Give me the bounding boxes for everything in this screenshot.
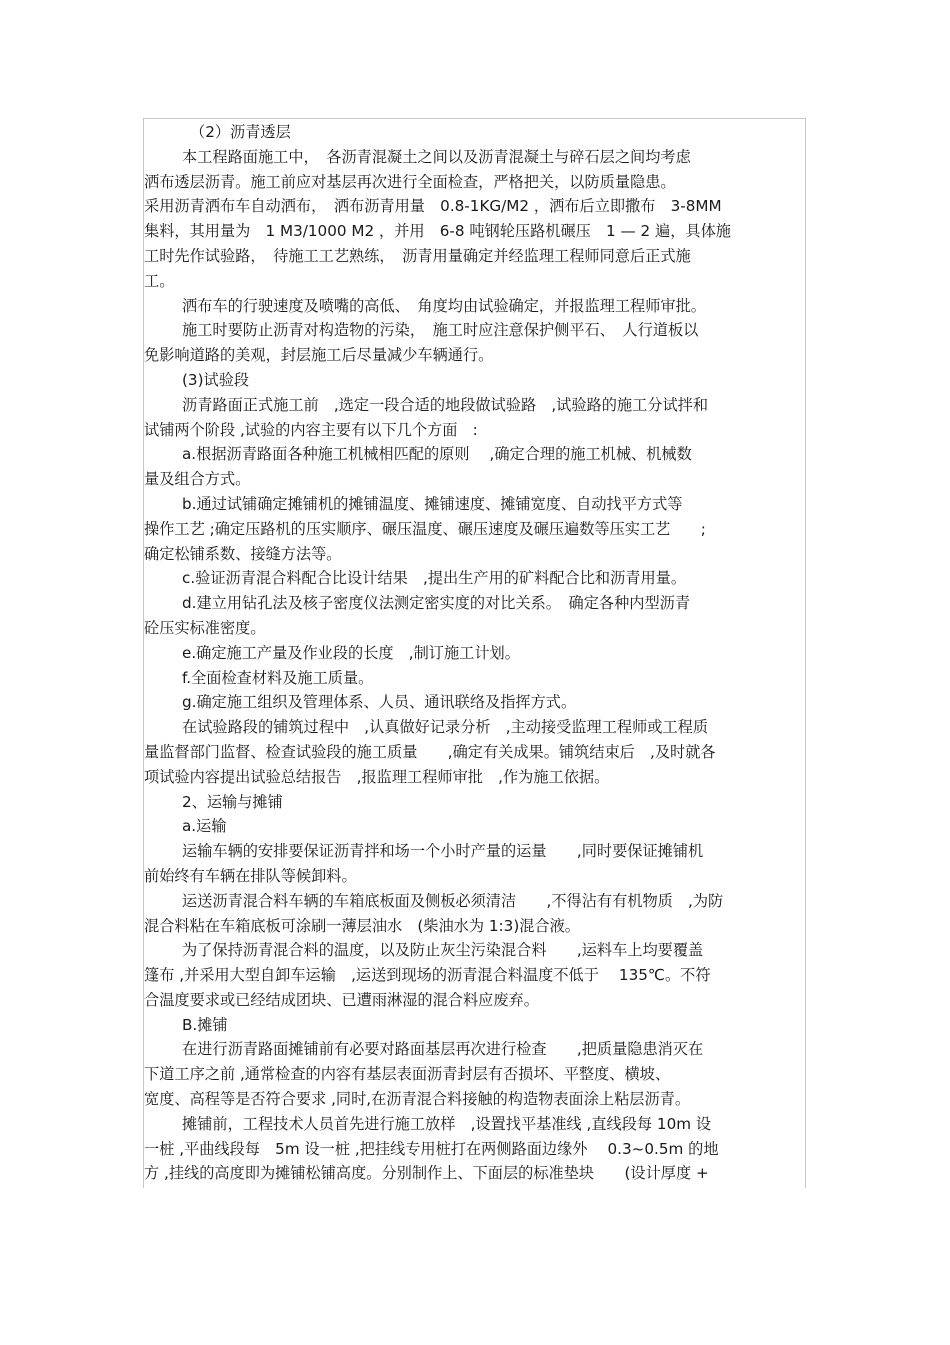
- text-line: 混合料粘在车箱底板可涂刷一薄层油水 (柴油水为 1:3)混合液。: [144, 916, 580, 935]
- text-line: 为了保持沥青混合料的温度，以及防止灰尘污染混合料 ,运料车上均要覆盖: [182, 941, 704, 960]
- text-line: 2、运输与摊铺: [182, 792, 283, 811]
- text-line: 量及组合方式。: [144, 470, 251, 489]
- text-line: 工时先作试验路， 待施工工艺熟练， 沥青用量确定并经监理工程师同意后正式施: [144, 246, 691, 265]
- text-line: 操作工艺 ;确定压路机的压实顺序、碾压温度、碾压速度及碾压遍数等压实工艺 ;: [144, 519, 706, 538]
- text-line: f.全面检查材料及施工质量。: [182, 668, 374, 687]
- text-line: 砼压实标准密度。: [144, 618, 266, 637]
- text-line: 沥青路面正式施工前 ,选定一段合适的地段做试验路 ,试验路的施工分试拌和: [182, 395, 709, 414]
- text-line: 在进行沥青路面摊铺前有必要对路面基层再次进行检查 ,把质量隐患消灭在: [182, 1040, 704, 1059]
- text-line: （2）沥青透层: [190, 123, 291, 141]
- text-line: 项试验内容提出试验总结报告 ,报监理工程师审批 ,作为施工依据。: [144, 767, 610, 786]
- text-line: 宽度、高程等是否符合要求 ,同时,在沥青混合料接触的构造物表面涂上粘层沥青。: [144, 1090, 691, 1109]
- text-line: 采用沥青洒布车自动洒布， 洒布沥青用量 0.8-1KG/M2 ，洒布后立即撒布 3-8MM: [144, 197, 722, 216]
- text-line: 免影响道路的美观，封层施工后尽量减少车辆通行。: [144, 346, 494, 365]
- text-line: 工。: [144, 271, 175, 290]
- text-line: c.验证沥青混合料配合比设计结果 ,提出生产用的矿料配合比和沥青用量。: [182, 569, 687, 588]
- text-line: 合温度要求或已经结成团块、已遭雨淋湿的混合料应废弃。: [144, 990, 539, 1009]
- text-line: 运输车辆的安排要保证沥青拌和场一个小时产量的运量 ,同时要保证摊铺机: [182, 842, 704, 861]
- text-line: 施工时要防止沥青对构造物的污染， 施工时应注意保护侧平石、 人行道板以: [182, 321, 699, 340]
- text-line: d.建立用钻孔法及核子密度仪法测定密实度的对比关系。 确定各种内型沥青: [182, 594, 691, 613]
- text-line: g.确定施工组织及管理体系、人员、通讯联络及指挥方式。: [182, 693, 577, 712]
- text-line: B.摊铺: [182, 1015, 228, 1034]
- text-line: 一桩 ,平曲线段每 5m 设一桩 ,把挂线专用桩打在两侧路面边缘外 0.3~0.5m 的地: [144, 1139, 719, 1158]
- text-line: b.通过试铺确定摊铺机的摊铺温度、摊铺速度、摊铺宽度、自动找平方式等: [182, 494, 683, 513]
- text-line: 洒布透层沥青。施工前应对基层再次进行全面检查，严格把关，以防质量隐患。: [144, 172, 676, 191]
- document-body: [144, 120, 806, 1186]
- text-line: 洒布车的行驶速度及喷嘴的高低、 角度均由试验确定，并报监理工程师审批。: [182, 296, 706, 315]
- text-line: (3)试验段: [182, 370, 250, 389]
- text-line: 摊铺前，工程技术人员首先进行施工放样 ,设置找平基准线 ,直线段每 10m 设: [182, 1114, 712, 1133]
- text-line: a.根据沥青路面各种施工机械相匹配的原则 ,确定合理的施工机械、机械数: [182, 445, 692, 464]
- text-line: 量监督部门监督、检查试验段的施工质量 ,确定有关成果。铺筑结束后 ,及时就各: [144, 742, 716, 761]
- text-line: e.确定施工产量及作业段的长度 ,制订施工计划。: [182, 643, 520, 662]
- text-line: a.运输: [182, 817, 227, 836]
- text-line: 确定松铺系数、接缝方法等。: [144, 544, 342, 563]
- text-line: 运送沥青混合料车辆的车箱底板面及侧板必须清洁 ,不得沾有有机物质 ,为防: [182, 891, 724, 910]
- text-line: 篷布 ,并采用大型自卸车运输 ,运送到现场的沥青混合料温度不低于 135℃。不符: [144, 966, 711, 985]
- text-line: 集料，其用量为 1 M3/1000 M2 ，并用 6-8 吨钢轮压路机碾压 1 — 2 遍，具体施: [144, 222, 731, 241]
- text-line: 试铺两个阶段 ,试验的内容主要有以下几个方面 :: [144, 420, 478, 439]
- text-line: 下道工序之前 ,通常检查的内容有基层表面沥青封层有否损坏、平整度、横坡、: [144, 1065, 671, 1084]
- text-line: 在试验路段的铺筑过程中 ,认真做好记录分析 ,主动接受监理工程师或工程质: [182, 718, 709, 737]
- text-line: 前始终有车辆在排队等候卸料。: [144, 866, 357, 885]
- text-line: 本工程路面施工中， 各沥青混凝土之间以及沥青混凝土与碎石层之间均考虑: [182, 147, 691, 166]
- text-line: 方 ,挂线的高度即为摊铺松铺高度。分别制作上、下面层的标准垫块 (设计厚度 +: [144, 1164, 709, 1183]
